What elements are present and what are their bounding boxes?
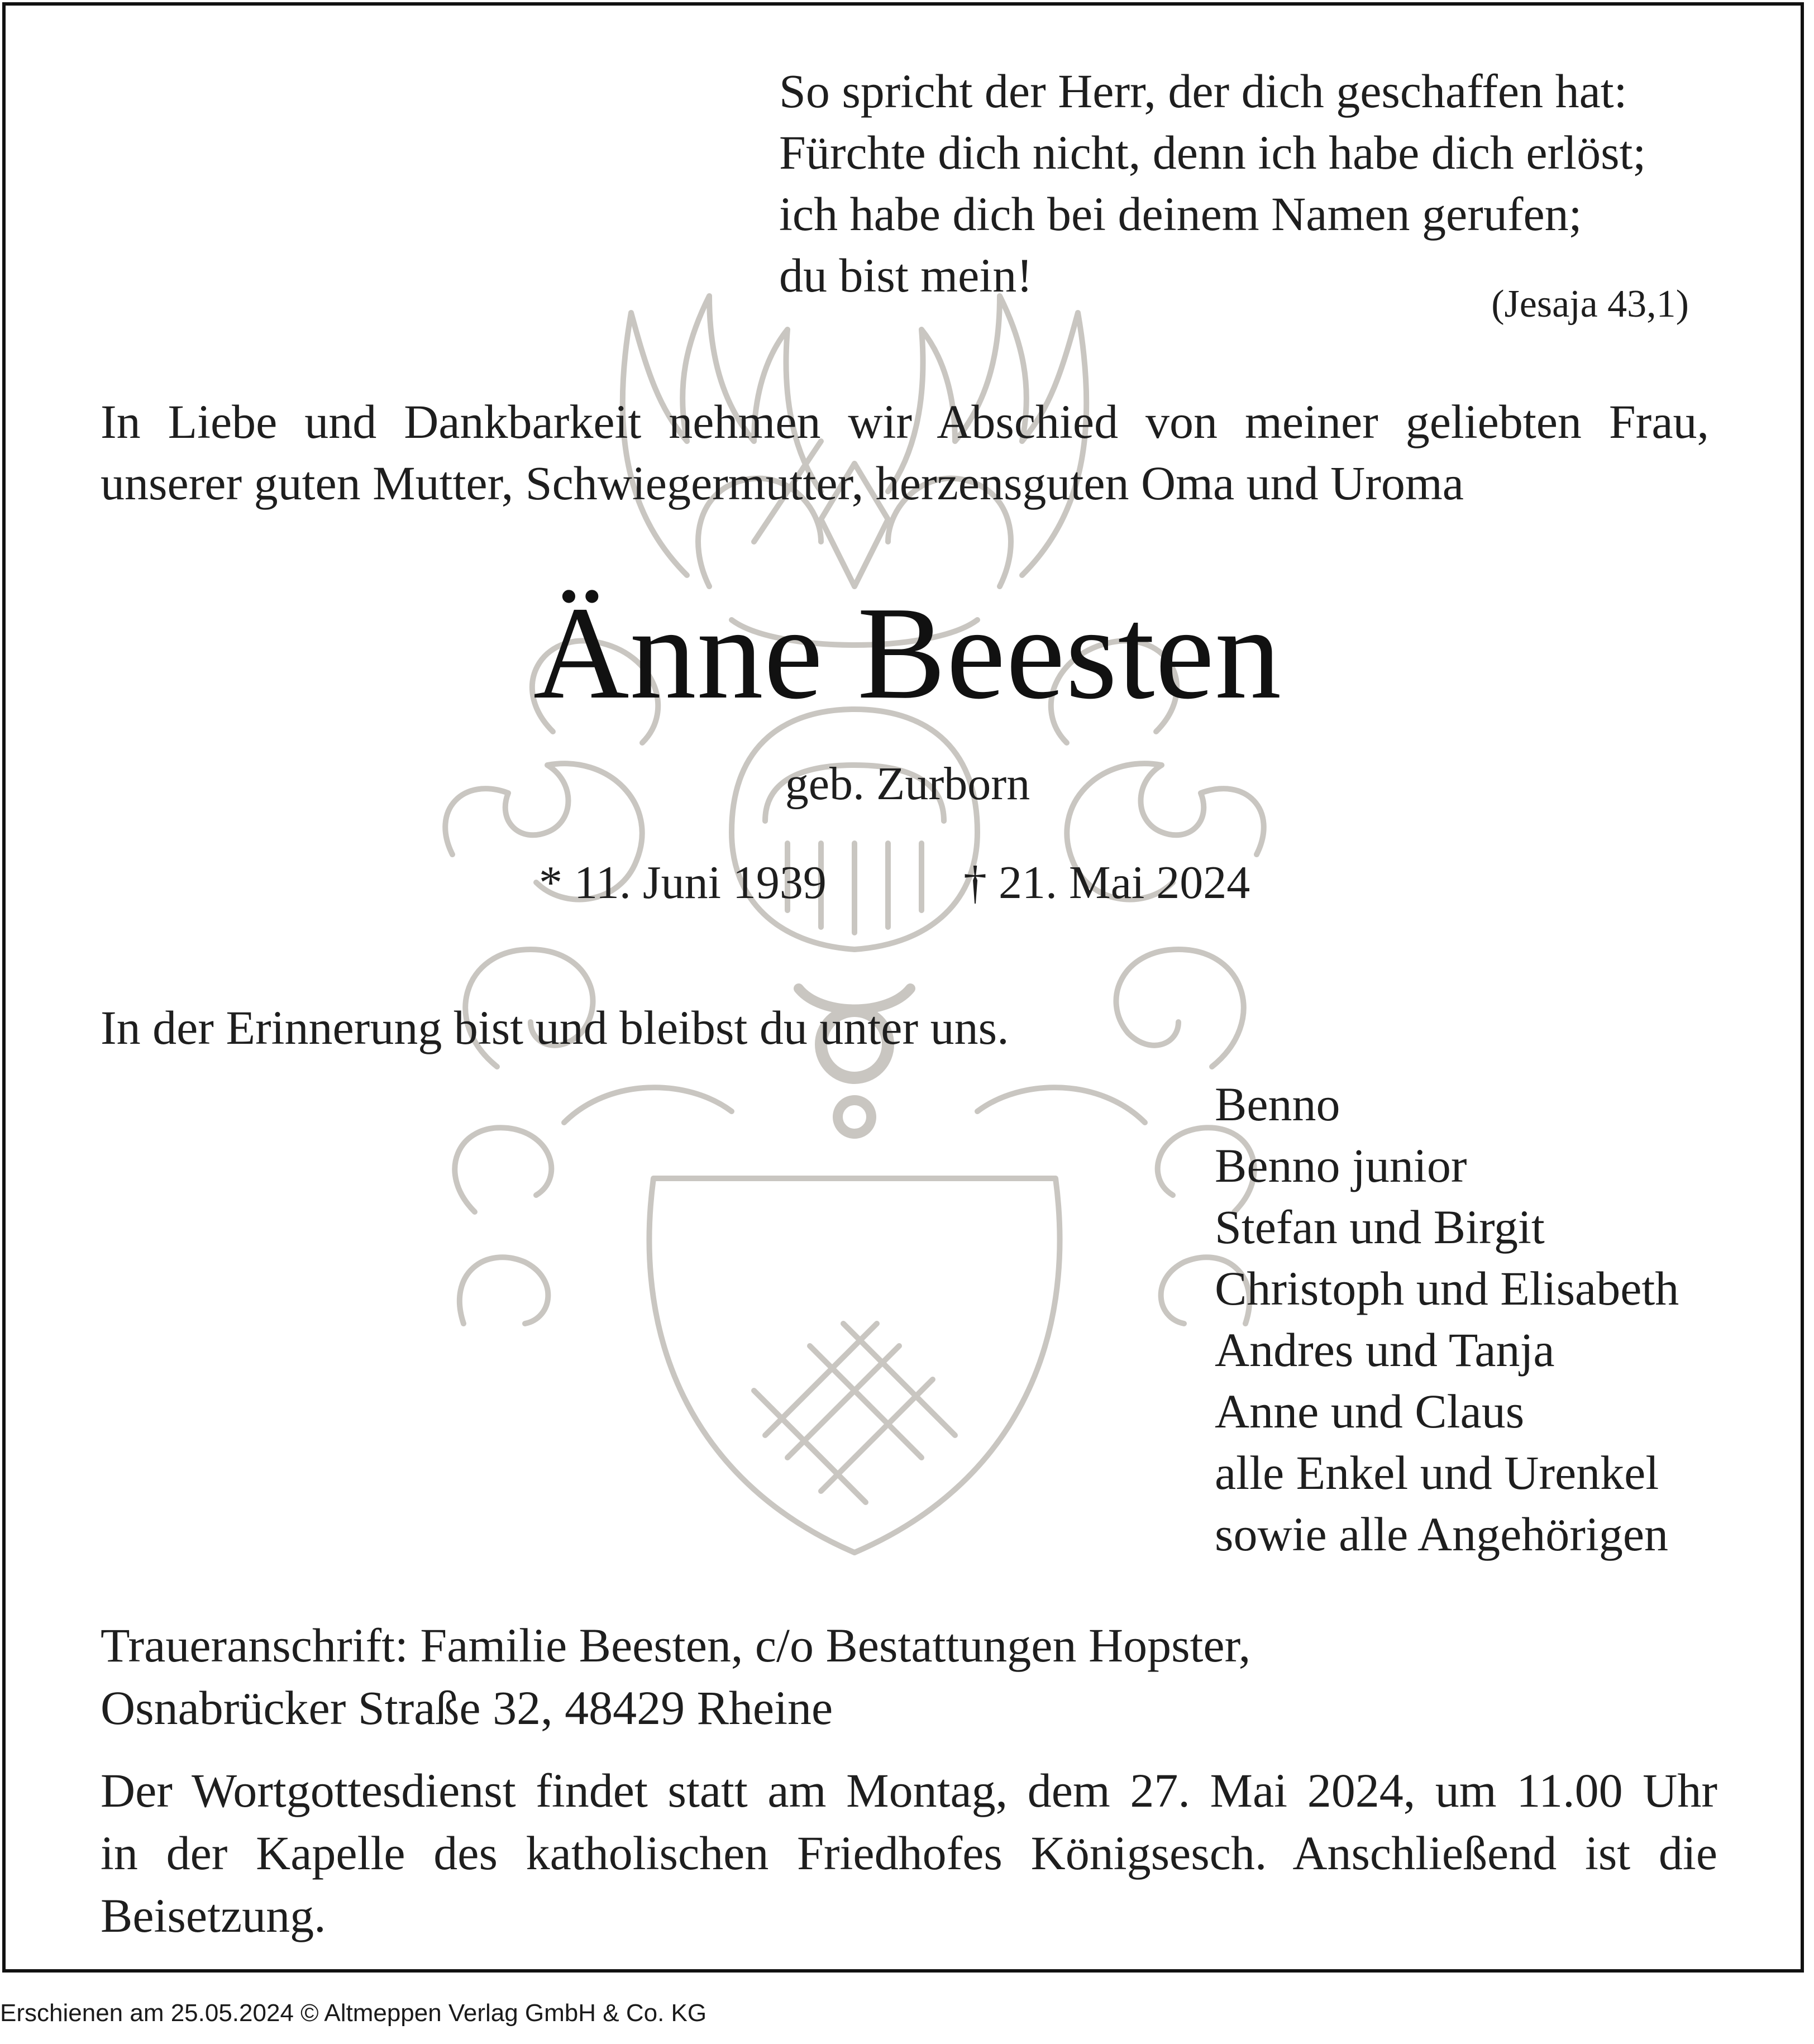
- mourner-name: Stefan und Birgit: [1215, 1200, 1545, 1254]
- birth-date: * 11. Juni 1939: [539, 857, 827, 909]
- mourner-name: alle Enkel und Urenkel: [1215, 1446, 1659, 1499]
- mantling-scrolls: [445, 641, 1263, 1324]
- mourner-name: Benno: [1215, 1077, 1340, 1131]
- service-information: [101, 1759, 1717, 1947]
- service-line: Der Wortgottesdienst findet statt am Montag, dem 27. Mai 2024, um 11.00 Uhr: [101, 1764, 1717, 1817]
- verse-line: Fürchte dich nicht, denn ich habe dich erlöst;: [779, 126, 1646, 179]
- obituary-notice: [2, 2, 1804, 1973]
- death-date: † 21. Mai 2024: [963, 857, 1250, 909]
- mourner-name: Anne und Claus: [1215, 1384, 1525, 1438]
- bible-verse: [779, 60, 1646, 306]
- service-line: in der Kapelle des katholischen Friedhofes Königsesch. Anschließend ist die: [101, 1826, 1717, 1880]
- publication-footer: Erschienen am 25.05.2024 © Altmeppen Verlag GmbH & Co. KG: [0, 1999, 707, 2027]
- mourner-name: Andres und Tanja: [1215, 1323, 1555, 1377]
- shield: [650, 1178, 1060, 1553]
- deceased-name: Änne Beesten: [533, 580, 1282, 727]
- mourning-address: [101, 1614, 1250, 1739]
- maiden-name: geb. Zurborn: [785, 758, 1030, 810]
- mourner-name: Benno junior: [1215, 1139, 1467, 1192]
- memory-line: In der Erinnerung bist und bleibst du unter uns.: [101, 1001, 1009, 1054]
- farewell-intro: [101, 391, 1709, 514]
- mourner-name: sowie alle Angehörigen: [1215, 1507, 1669, 1561]
- verse-reference: (Jesaja 43,1): [1491, 283, 1689, 326]
- intro-line: In Liebe und Dankbarkeit nehmen wir Abschied von meiner geliebten Frau,: [101, 395, 1709, 448]
- mourner-name: Christoph und Elisabeth: [1215, 1262, 1679, 1315]
- service-line: Beisetzung.: [101, 1889, 326, 1942]
- verse-line: ich habe dich bei deinem Namen gerufen;: [779, 187, 1582, 241]
- mourners-list: [1215, 1073, 1679, 1565]
- verse-line: du bist mein!: [779, 249, 1033, 302]
- address-line: Traueranschrift: Familie Beesten, c/o Bestattungen Hopster,: [101, 1618, 1251, 1672]
- address-line: Osnabrücker Straße 32, 48429 Rheine: [101, 1681, 833, 1735]
- verse-line: So spricht der Herr, der dich geschaffen hat:: [779, 64, 1627, 118]
- intro-line: unserer guten Mutter, Schwiegermutter, herzensguten Oma und Uroma: [101, 456, 1464, 510]
